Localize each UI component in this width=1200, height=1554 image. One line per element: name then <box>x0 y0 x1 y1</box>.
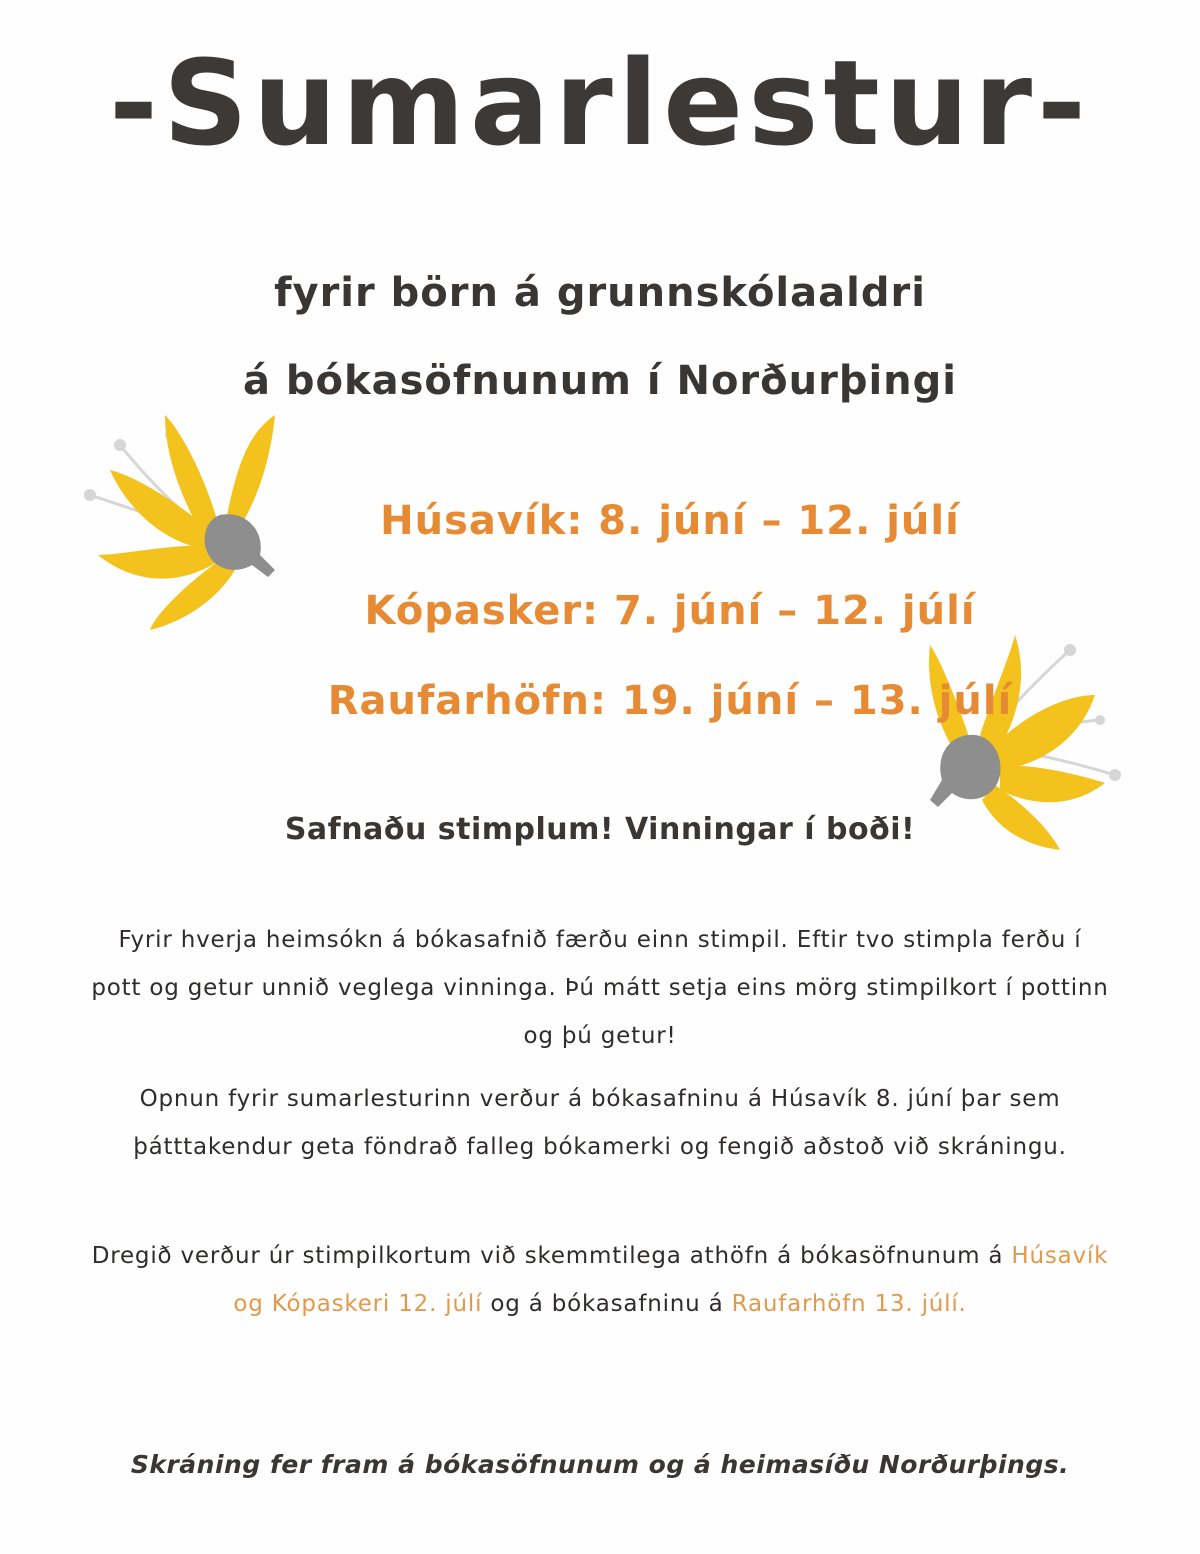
paragraph-draw <box>90 1232 1110 1328</box>
date-raufarhofn: Raufarhöfn: 19. júní – 13. júlí <box>327 678 1013 724</box>
paragraph-draw-highlight-1: Húsavík og Kópaskeri 12. júlí <box>233 1243 1109 1317</box>
subtitle-line-1: fyrir börn á grunnskólaaldri <box>274 270 926 316</box>
subtitle-line-2: á bókasöfnunum í Norðurþingi <box>243 358 957 404</box>
paragraph-opening: Opnun fyrir sumarlesturinn verður á bókasafninu á Húsavík 8. júní þar sem þátttakendur geta föndrað falleg bókamerki og fengið aðstoð við skráningu. <box>133 1086 1067 1160</box>
date-kopasker: Kópasker: 7. júní – 12. júlí <box>364 588 976 634</box>
paragraph-draw-text-1: Dregið verður úr stimpilkortum við skemmtilega athöfn á bókasöfnunum á <box>91 1243 1012 1269</box>
paragraph-draw-text-2: og á bókasafninu á <box>482 1291 732 1317</box>
page-title: -Sumarlestur- <box>108 34 1092 172</box>
paragraph-stamps: Fyrir hverja heimsókn á bókasafnið færðu einn stimpil. Eftir tvo stimpla ferðu í pott og getur unnið veglega vinninga. Þú mátt setja eins mörg stimpilkort í pottinn og þú getur! <box>91 927 1109 1049</box>
paragraph-draw-highlight-2: Raufarhöfn 13. júlí. <box>731 1291 967 1317</box>
date-husavik: Húsavík: 8. júní – 12. júlí <box>380 498 960 544</box>
footer-registration: Skráning fer fram á bókasöfnunum og á heimasíðu Norðurþings. <box>130 1450 1070 1479</box>
slogan: Safnaðu stimplum! Vinningar í boði! <box>284 812 916 847</box>
